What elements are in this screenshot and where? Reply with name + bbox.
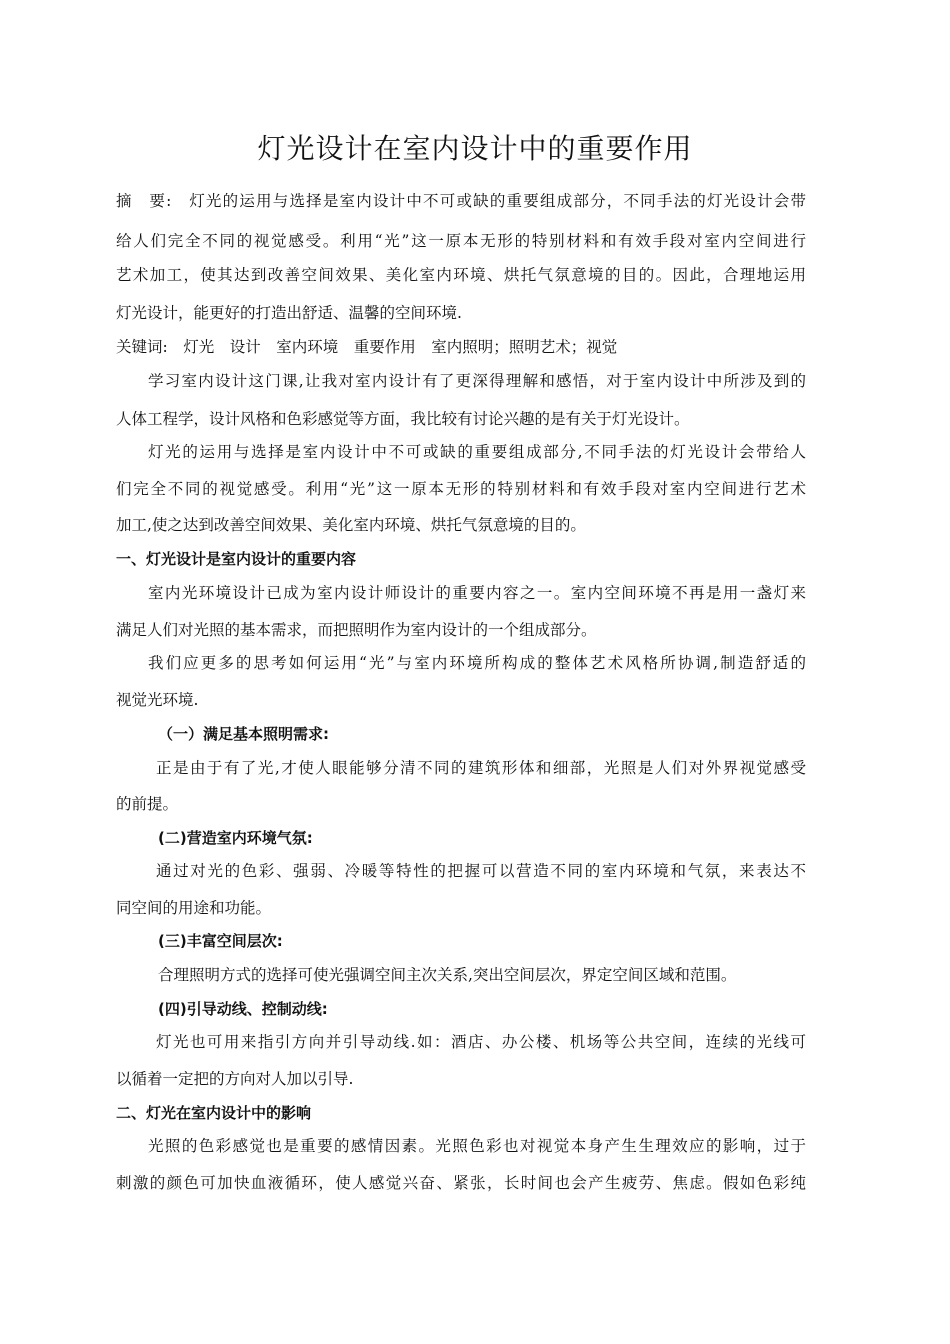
paragraph-line: 刺激的颜色可加快血液循环，使人感觉兴奋、紧张，长时间也会产生疲劳、焦虑。假如色彩纯 [116,1174,806,1192]
paragraph-line: 们完全不同的视觉感受。利用“光”这一原本无形的特别材料和有效手段对室内空间进行艺术 [116,480,806,498]
paragraph-line: 满足人们对光照的基本需求，而把照明作为室内设计的一个组成部分。 [116,621,597,639]
abstract-line: 艺术加工，使其达到改善空间效果、美化室内环境、烘托气氛意境的目的。因此，合理地运用 [116,266,806,284]
paragraph-line: 的前提。 [116,795,179,813]
abstract-line: 灯光设计，能更好的打造出舒适、温馨的空间环境. [116,304,462,322]
document-title: 灯光设计在室内设计中的重要作用 [257,132,693,165]
subsection-heading: (二)营造室内环境气氛: [158,829,313,847]
paragraph-line: 正是由于有了光,才使人眼能够分清不同的建筑形体和细部，光照是人们对外界视觉感受 [156,759,806,777]
paragraph-line: 视觉光环境. [116,691,199,709]
paragraph-line: 灯光也可用来指引方向并引导动线.如：酒店、办公楼、机场等公共空间，连续的光线可 [156,1033,806,1051]
paragraph-line: 光照的色彩感觉也是重要的感情因素。光照色彩也对视觉本身产生生理效应的影响，过于 [148,1137,806,1155]
paragraph-line: 以循着一定把的方向对人加以引导. [116,1070,354,1088]
paragraph-line: 室内光环境设计已成为室内设计师设计的重要内容之一。室内空间环境不再是用一盏灯来 [148,584,806,602]
paragraph-line: 灯光的运用与选择是室内设计中不可或缺的重要组成部分,不同手法的灯光设计会带给人 [148,443,806,461]
paragraph-line: 我们应更多的思考如何运用“光”与室内环境所构成的整体艺术风格所协调,制造舒适的 [148,654,806,672]
paragraph-line: 通过对光的色彩、强弱、冷暖等特性的把握可以营造不同的室内环境和气氛，来表达不 [156,862,806,880]
section-heading: 一、灯光设计是室内设计的重要内容 [116,550,357,568]
subsection-heading: (三)丰富空间层次: [158,932,283,950]
paragraph-line: 同空间的用途和功能。 [116,899,272,917]
paragraph-line: 合理照明方式的选择可使光强调空间主次关系,突出空间层次，界定空间区域和范围。 [158,966,737,984]
keywords-line: 关键词: 灯光 设计 室内环境 重要作用 室内照明；照明艺术；视觉 [116,338,618,356]
abstract-line: 摘 要: 灯光的运用与选择是室内设计中不可或缺的重要组成部分，不同手法的灯光设计会带 [116,192,806,210]
subsection-heading: （一）满足基本照明需求: [158,725,329,743]
paragraph-line: 人体工程学，设计风格和色彩感觉等方面，我比较有讨论兴趣的是有关于灯光设计。 [116,410,690,428]
paragraph-line: 加工,使之达到改善空间效果、美化室内环境、烘托气氛意境的目的。 [116,516,586,534]
abstract-line: 给人们完全不同的视觉感受。利用“光”这一原本无形的特别材料和有效手段对室内空间进行 [116,232,806,250]
subsection-heading: (四)引导动线、控制动线: [158,1000,328,1018]
paragraph-line: 学习室内设计这门课,让我对室内设计有了更深得理解和感悟，对于室内设计中所涉及到的 [148,372,806,390]
section-heading: 二、灯光在室内设计中的影响 [116,1104,312,1122]
